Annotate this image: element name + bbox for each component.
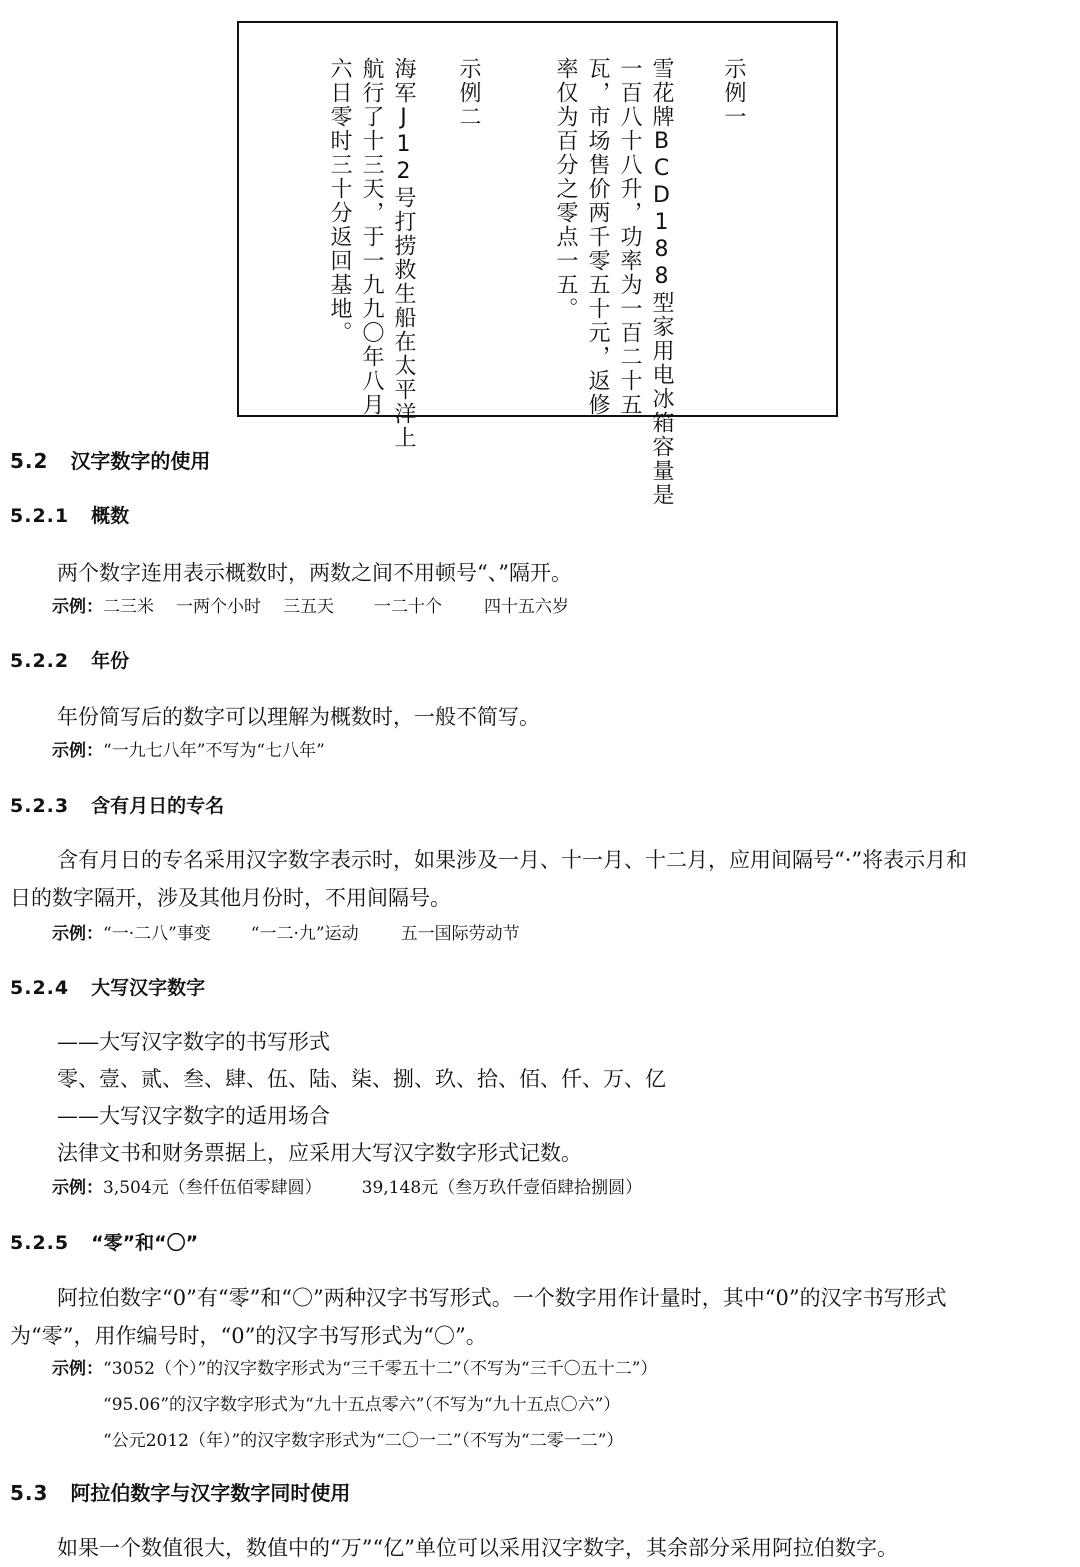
paragraph: 零、壹、贰、叁、肆、伍、陆、柒、捌、玖、拾、佰、仟、万、亿 (57, 1067, 666, 1091)
example-one-line: 一百八十八升，功率为一百二十五 (617, 57, 642, 417)
paragraph: 法律文书和财务票据上，应采用大写汉字数字形式记数。 (57, 1141, 582, 1165)
example-two-line: 海军J12号打捞救生船在太平洋上 (391, 57, 416, 450)
example-one-line: 瓦，市场售价两千零五十元，返修 (585, 57, 610, 417)
example-one-line: 雪花牌BCD188型家用电冰箱容量是 (649, 57, 674, 507)
paragraph: ——大写汉字数字的适用场合 (57, 1104, 330, 1128)
example-line: 示例：二三米 一两个小时 三五天 一二十个 四十五六岁 (52, 597, 569, 617)
example-one-line: 率仅为百分之零点一五。 (553, 57, 578, 321)
example-line: 示例：3,504元（叁仟伍佰零肆圆） 39,148元（叁万玖仟壹佰肆拾捌圆） (52, 1178, 643, 1198)
section-heading-5-2-5: 5.2.5 “零”和“〇” (10, 1232, 199, 1254)
paragraph: 年份简写后的数字可以理解为概数时，一般不简写。 (57, 705, 540, 729)
example-two-line: 航行了十三天，于一九九〇年八月 (359, 57, 384, 417)
section-heading-5-2-2: 5.2.2 年份 (10, 650, 130, 672)
section-heading-5-2-4: 5.2.4 大写汉字数字 (10, 977, 206, 999)
example-line: 示例：“一·二八”事变 “一二·九”运动 五一国际劳动节 (52, 924, 520, 944)
section-heading-5-2: 5.2 汉字数字的使用 (10, 449, 211, 473)
vertical-example-box (237, 21, 838, 507)
section-heading-5-2-1: 5.2.1 概数 (10, 505, 130, 527)
paragraph: 阿拉伯数字“0”有“零”和“〇”两种汉字书写形式。一个数字用作计量时，其中“0”的汉字书写形式 (57, 1286, 947, 1310)
section-heading-5-3: 5.3 阿拉伯数字与汉字数字同时使用 (10, 1481, 351, 1505)
paragraph: 两个数字连用表示概数时，两数之间不用顿号“、”隔开。 (57, 561, 572, 585)
paragraph: 为“零”，用作编号时，“0”的汉字书写形式为“〇”。 (10, 1324, 487, 1348)
paragraph: 如果一个数值很大，数值中的“万”“亿”单位可以采用汉字数字，其余部分采用阿拉伯数字。 (57, 1536, 898, 1560)
paragraph: 日的数字隔开，涉及其他月份时，不用间隔号。 (10, 886, 451, 910)
section-heading-5-2-3: 5.2.3 含有月日的专名 (10, 795, 225, 817)
example-line: 示例：“3052（个）”的汉字数字形式为“三千零五十二”（不写为“三千〇五十二”） (52, 1359, 658, 1379)
example-one-label: 示例一 (721, 57, 746, 129)
example-line: “95.06”的汉字数字形式为“九十五点零六”（不写为“九十五点〇六”） (103, 1395, 621, 1415)
example-two-line: 六日零时三十分返回基地。 (327, 57, 352, 345)
example-two-label: 示例二 (456, 57, 481, 129)
paragraph: 含有月日的专名采用汉字数字表示时，如果涉及一月、十一月、十二月，应用间隔号“·”将表示月和 (57, 848, 968, 872)
paragraph: ——大写汉字数字的书写形式 (57, 1030, 330, 1054)
example-line: “公元2012（年）”的汉字数字形式为“二〇一二”（不写为“二零一二”） (103, 1431, 624, 1451)
example-line: 示例：“一九七八年”不写为“七八年” (52, 741, 325, 761)
